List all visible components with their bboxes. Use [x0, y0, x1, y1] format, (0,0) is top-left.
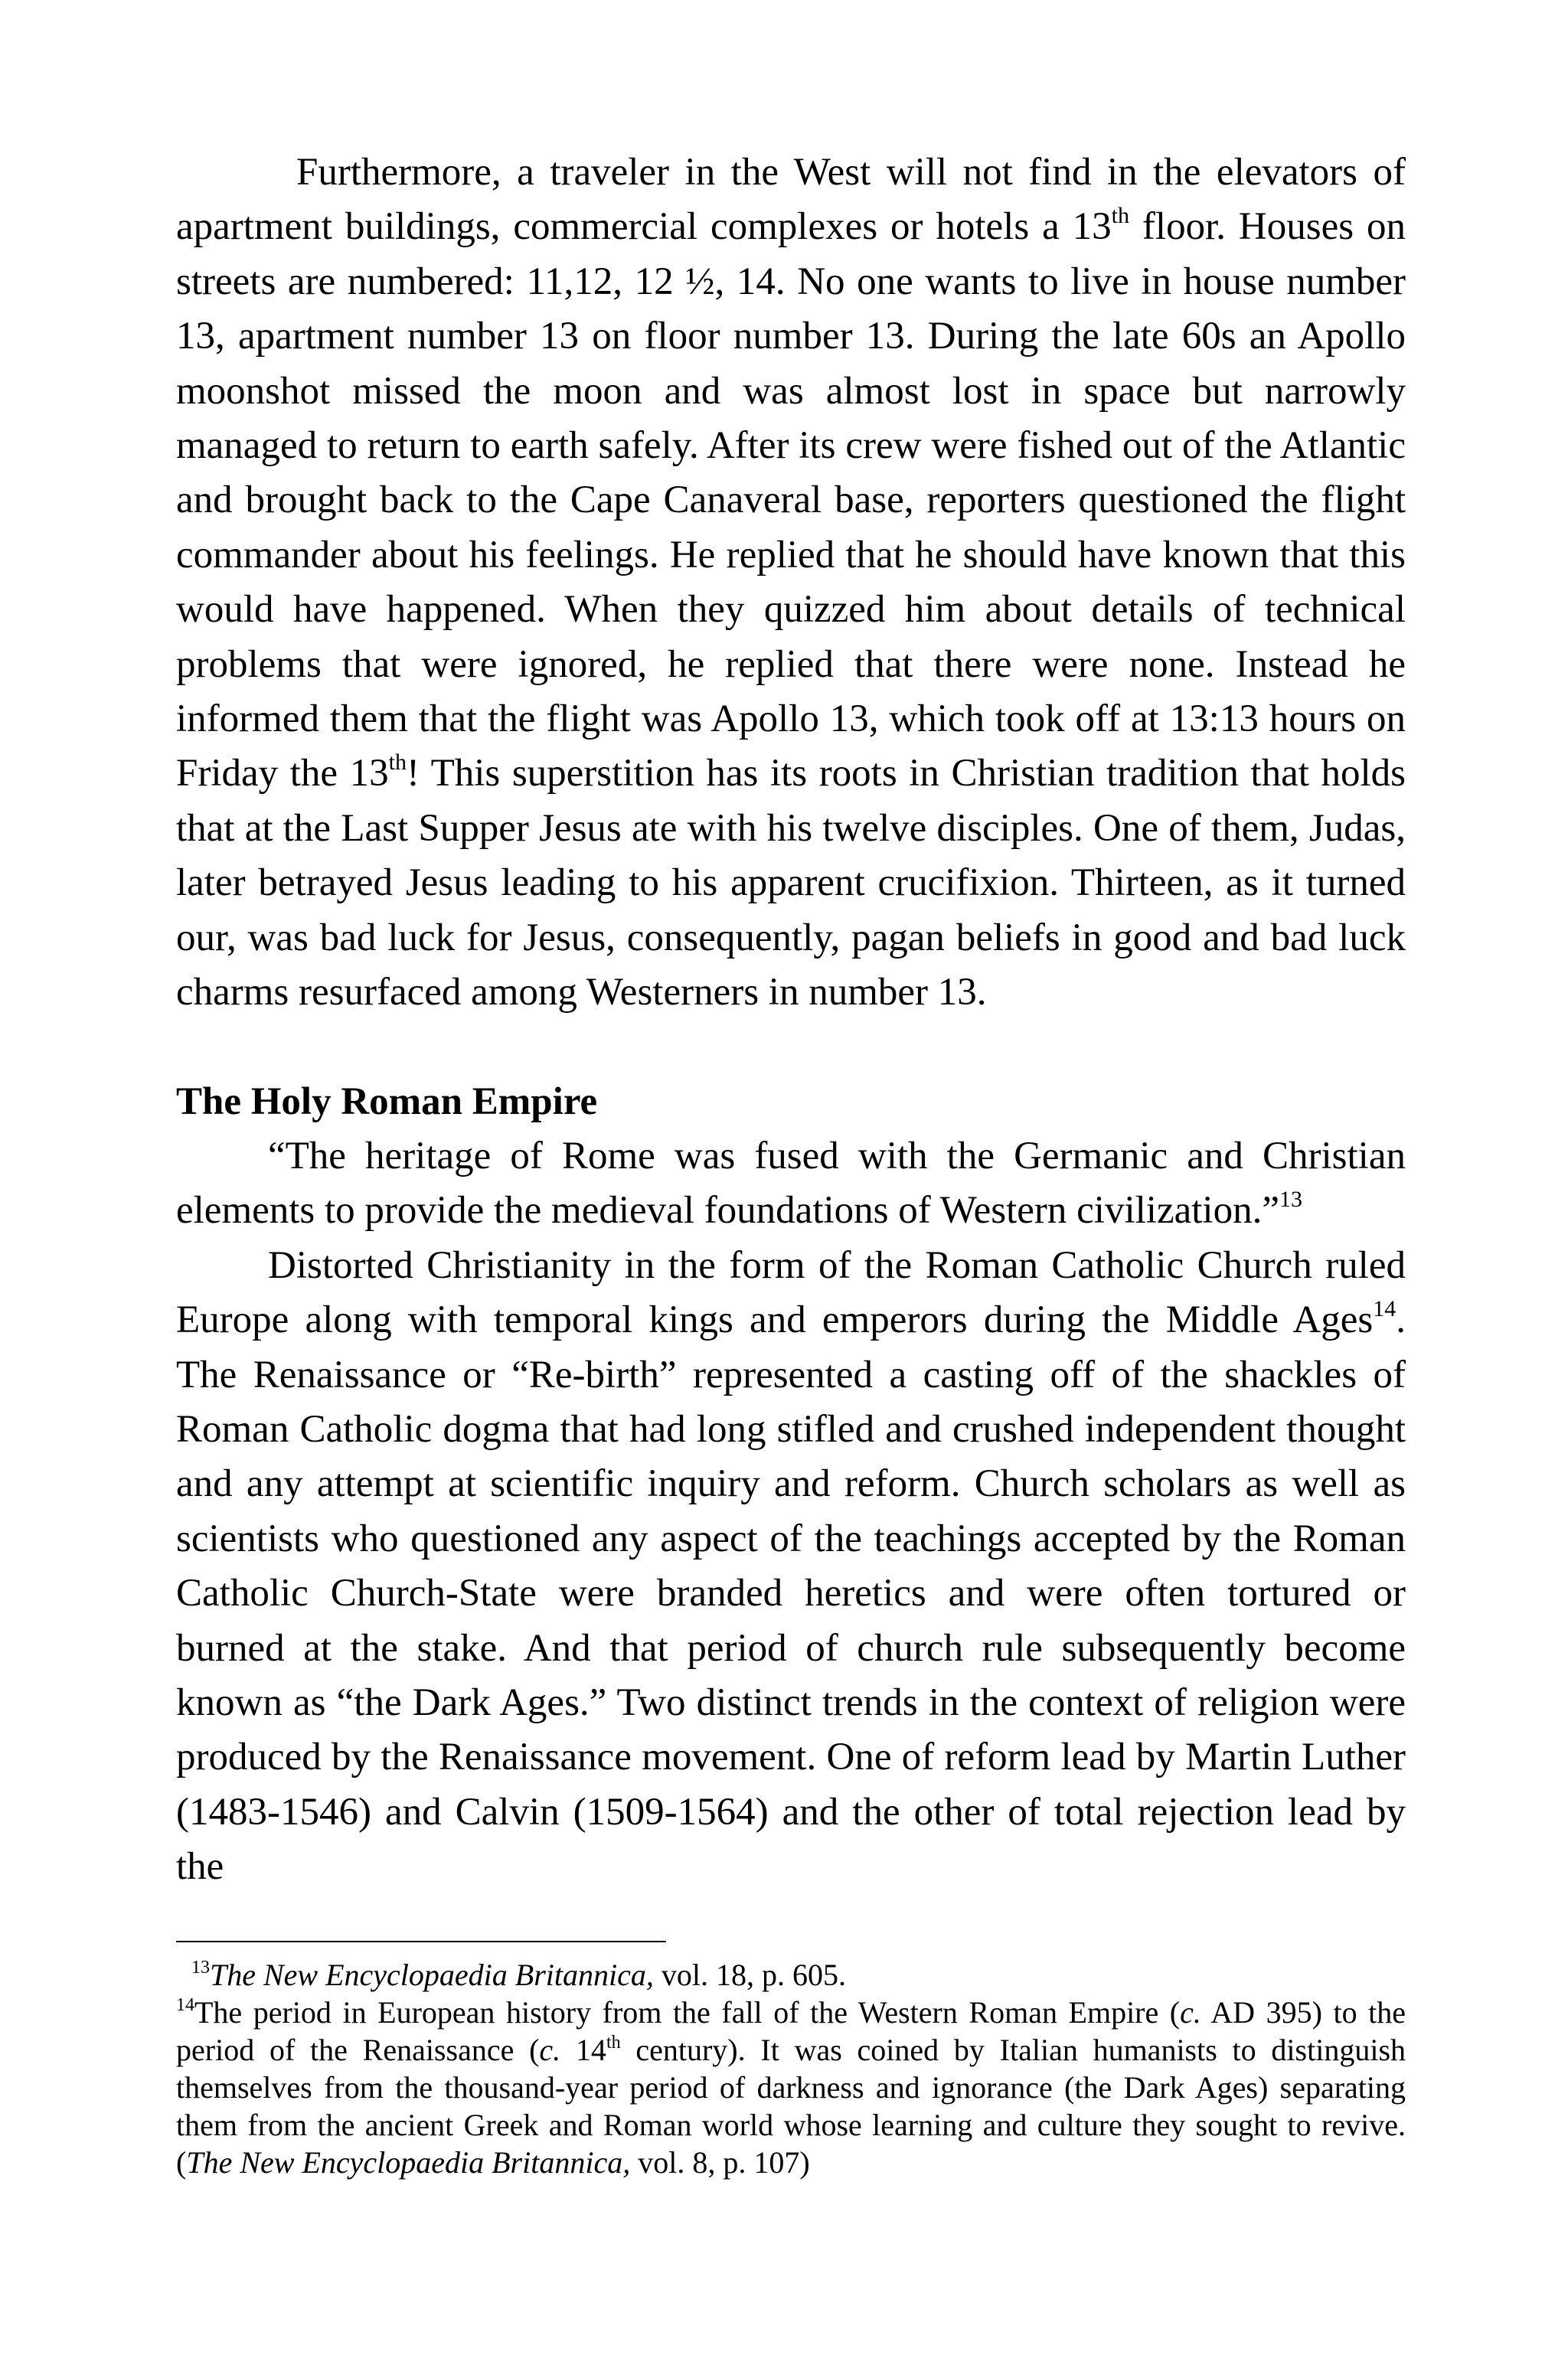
quote-text: “The heritage of Rome was fused with the Germanic and Christian elements to provide the medieval foundations of Western civilization.” — [176, 1134, 1406, 1233]
citation-details: vol. 8, p. 107) — [630, 2144, 810, 2180]
paragraph-text: ! This superstition has its roots in Christian tradition that holds that at the Last Supper Jesus ate with his twelve disciples. One of them, Judas, later betrayed Jesus leading to his apparent crucifixion. Thirteen, as it turned our, was bad luck for Jesus, consequently, pagan beliefs in good and bad luck charms resurfaced among Westerners in number 13. — [176, 752, 1406, 1014]
paragraph-superstition — [176, 145, 1406, 1021]
footnote-number: 14 — [176, 1994, 194, 2015]
footnote-text: century). It was coined by Italian humanists to distinguish themselves from the thousand-year period of darkness and ignorance (the Dark Ages) separating them from the ancient Greek and Roman world whose learning and culture they sought to revive. ( — [176, 2032, 1406, 2180]
footnote-13 — [176, 1956, 1406, 1994]
citation-title: The New Encyclopaedia Britannica, — [186, 2144, 631, 2180]
paragraph-quote — [176, 1129, 1406, 1239]
paragraph-renaissance — [176, 1239, 1406, 1895]
ordinal-superscript: th — [606, 2032, 621, 2053]
footnote-ref-14[interactable]: 14 — [1373, 1296, 1396, 1322]
footnote-text: The period in European history from the fall of the Western Roman Empire ( — [194, 1994, 1181, 2030]
footnote-ref-13[interactable]: 13 — [1279, 1187, 1302, 1213]
footnote-number: 13 — [191, 1957, 210, 1978]
footnote-text: AD 395) to the period of the Renaissance ( — [176, 1994, 1406, 2067]
circa-abbrev: c. — [1180, 1994, 1201, 2030]
section-heading: The Holy Roman Empire — [176, 1079, 598, 1123]
citation-title: The New Encyclopaedia Britannica, — [210, 1957, 654, 1992]
document-page — [176, 145, 1406, 2181]
footnote-14 — [176, 1994, 1406, 2181]
paragraph-text: Furthermore, a traveler in the West will not find in the elevators of apartment buildings, commercial complexes or hotels a 13 — [176, 151, 1406, 249]
ordinal-superscript: th — [388, 750, 407, 776]
footnote-text: 14 — [560, 2032, 606, 2067]
ordinal-superscript: th — [1111, 203, 1130, 229]
circa-abbrev: c. — [539, 2032, 561, 2067]
paragraph-text: Distorted Christianity in the form of the Roman Catholic Church ruled Europe along with temporal kings and emperors during the Middle Ages — [176, 1243, 1406, 1342]
citation-details: vol. 18, p. 605. — [653, 1957, 847, 1992]
footnote-divider — [176, 1941, 666, 1942]
paragraph-text: floor. Houses on streets are numbered: 11,12, 12 ½, 14. No one wants to live in house number 13, apartment number 13 on floor number 13. During the late 60s an Apollo moonshot missed the moon and was almost lost in space but narrowly managed to return to earth safely. After its crew were fished out of the Atlantic and brought back to the Cape Canaveral base, reporters questioned the flight commander about his feelings. He replied that he should have known that this would have happened. When they quizzed him about details of technical problems that were ignored, he replied that there were none. Instead he informed them that the flight was Apollo 13, which took off at 13:13 hours on Friday the 13 — [176, 205, 1406, 795]
paragraph-text: . The Renaissance or “Re-birth” represented a casting off of the shackles of Roman Catholic dogma that had long stifled and crushed independent thought and any attempt at scientific inquiry and reform. Church scholars as well as scientists who questioned any aspect of the teachings accepted by the Roman Catholic Church-State were branded heretics and were often tortured or burned at the stake. And that period of church rule subsequently become known as “the Dark Ages.” Two distinct trends in the context of religion were produced by the Renaissance movement. One of reform lead by Martin Luther (1483-1546) and Calvin (1509-1564) and the other of total rejection lead by the — [176, 1298, 1406, 1889]
